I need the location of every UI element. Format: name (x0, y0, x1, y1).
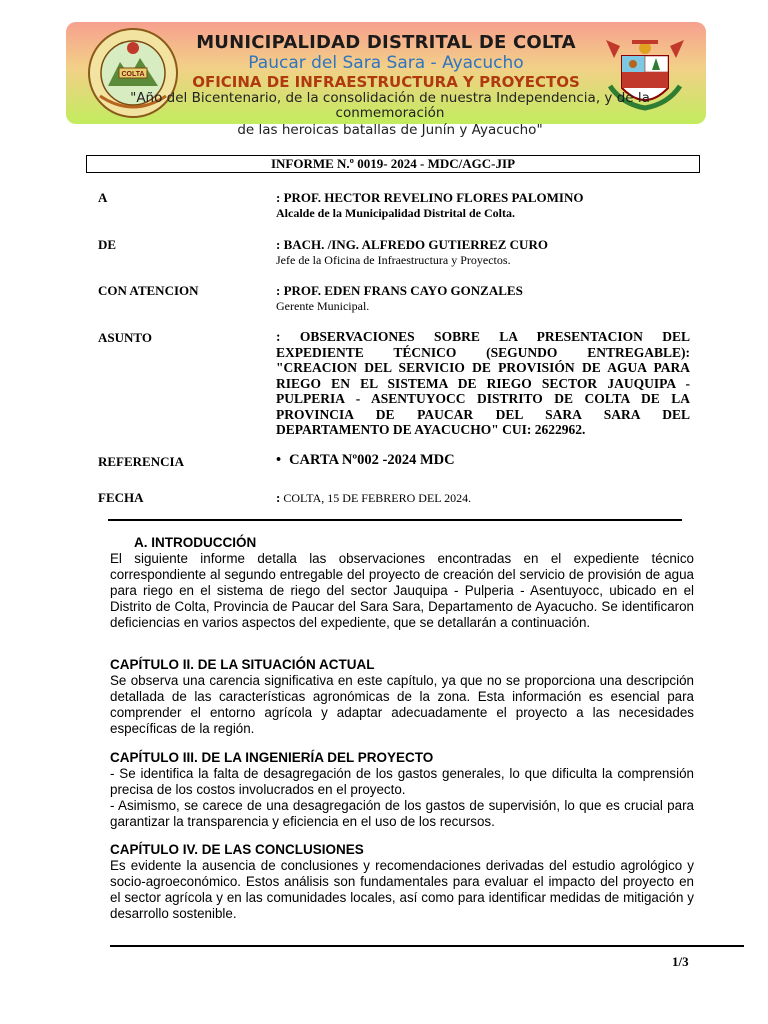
date-label: FECHA (98, 490, 144, 505)
attention-label: CON ATENCION (98, 283, 199, 298)
location-subtitle: Paucar del Sara Sara - Ayacucho (248, 53, 524, 73)
svg-text:COLTA: COLTA (121, 71, 145, 78)
attention-subtitle: Gerente Municipal. (276, 299, 370, 313)
reference-label: REFERENCIA (98, 454, 184, 469)
section-conclusiones (110, 842, 694, 922)
to-label: A (98, 190, 108, 205)
from-label: DE (98, 237, 117, 252)
municipality-title: MUNICIPALIDAD DISTRITAL DE COLTA (196, 32, 576, 53)
section-title: CAPÍTULO III. DE LA INGENIERÍA DEL PROYECTO (110, 750, 434, 765)
motto-line-2: conmemoración (335, 105, 445, 121)
from-subtitle: Jefe de la Oficina de Infraestructura y Proyectos. (276, 253, 511, 267)
attention-value: : PROF. EDEN FRANS CAYO GONZALES (276, 283, 523, 298)
reference-field (276, 452, 455, 469)
report-number: INFORME N.º 0019- 2024 - MDC/AGC-JIP (86, 155, 700, 173)
section-text: - Se identifica la falta de desagregación de los gastos generales, lo que dificulta la comprensión precisa de los costos involucrados en el proyecto. (110, 766, 694, 797)
divider-top (108, 519, 682, 521)
subject-value: : OBSERVACIONES SOBRE LA PRESENTACION DEL EXPEDIENTE TÉCNICO (SEGUNDO ENTREGABLE): "CREACION DEL SERVICIO DE PROVISIÓN DE AGUA PARA RIEGO EN EL SISTEMA DE RIEGO SECTOR JAUQUIPA - PULPERIA - ASENTUYOCC DISTRITO DE COLTA DE LA PROVINCIA DE PAUCAR DEL SARA SARA DEL DEPARTAMENTO DE AYACUCHO" CUI: 2622962. (276, 329, 690, 437)
section-text-2: - Asimismo, se carece de una desagregación de los gastos de supervisión, lo que es crucial para garantizar la transparencia y eficiencia en el uso de los recursos. (110, 798, 694, 829)
date-value: COLTA, 15 DE FEBRERO DEL 2024. (280, 491, 472, 505)
from-field (276, 237, 548, 268)
motto-line-3: de las heroicas batallas de Junín y Ayacucho" (237, 122, 543, 138)
section-ingenieria (110, 750, 694, 830)
motto-line-1: "Año del Bicentenario, de la consolidación de nuestra Independencia, y de la (130, 90, 650, 106)
section-situacion-actual (110, 657, 694, 737)
to-value: : PROF. HECTOR REVELINO FLORES PALOMINO (276, 190, 584, 205)
section-introduction (110, 535, 694, 631)
bullet-icon: • (276, 452, 282, 468)
subject-label: ASUNTO (98, 330, 152, 345)
date-field (276, 490, 471, 506)
section-title: CAPÍTULO IV. DE LAS CONCLUSIONES (110, 842, 364, 857)
attention-field (276, 283, 523, 314)
page-number: 1/3 (672, 954, 689, 969)
from-value: : BACH. /ING. ALFREDO GUTIERREZ CURO (276, 237, 548, 252)
section-title: CAPÍTULO II. DE LA SITUACIÓN ACTUAL (110, 657, 375, 672)
section-text: Se observa una carencia significativa en este capítulo, ya que no se proporciona una descripción detallada de las características agronómicas de la zona. Esta información es esencial para comprender el entorno agrícola y adaptar adecuadamente el proyecto a las necesidades específicas de la región. (110, 673, 694, 736)
divider-bottom (110, 945, 744, 947)
section-text: El siguiente informe detalla las observaciones encontradas en el expediente técnico correspondiente al segundo entregable del proyecto de creación del servicio de provisión de agua para riego en el sistema de riego del sector Jauquipa - Pulperia - Asentuyocc, ubicado en el Distrito de Colta, Provincia de Paucar del Sara Sara, Departamento de Ayacucho. Se identificaron deficiencias en varios aspectos del expediente, que se detallarán a continuación. (110, 551, 694, 630)
office-title: OFICINA DE INFRAESTRUCTURA Y PROYECTOS (192, 73, 580, 91)
to-field (276, 190, 583, 221)
reference-value: CARTA Nº002 -2024 MDC (289, 452, 455, 468)
section-title: A. INTRODUCCIÓN (134, 535, 257, 550)
to-subtitle: Alcalde de la Municipalidad Distrital de Colta. (276, 206, 516, 220)
date-colon: : (276, 490, 281, 505)
section-text: Es evidente la ausencia de conclusiones y recomendaciones derivadas del estudio agrológico y socio-agroeconómico. Estos análisis son fundamentales para evaluar el impacto del proyecto en el sector agrícola y en las comunidades locales, así como para identificar medidas de mitigación y desarrollo sostenible. (110, 858, 694, 921)
